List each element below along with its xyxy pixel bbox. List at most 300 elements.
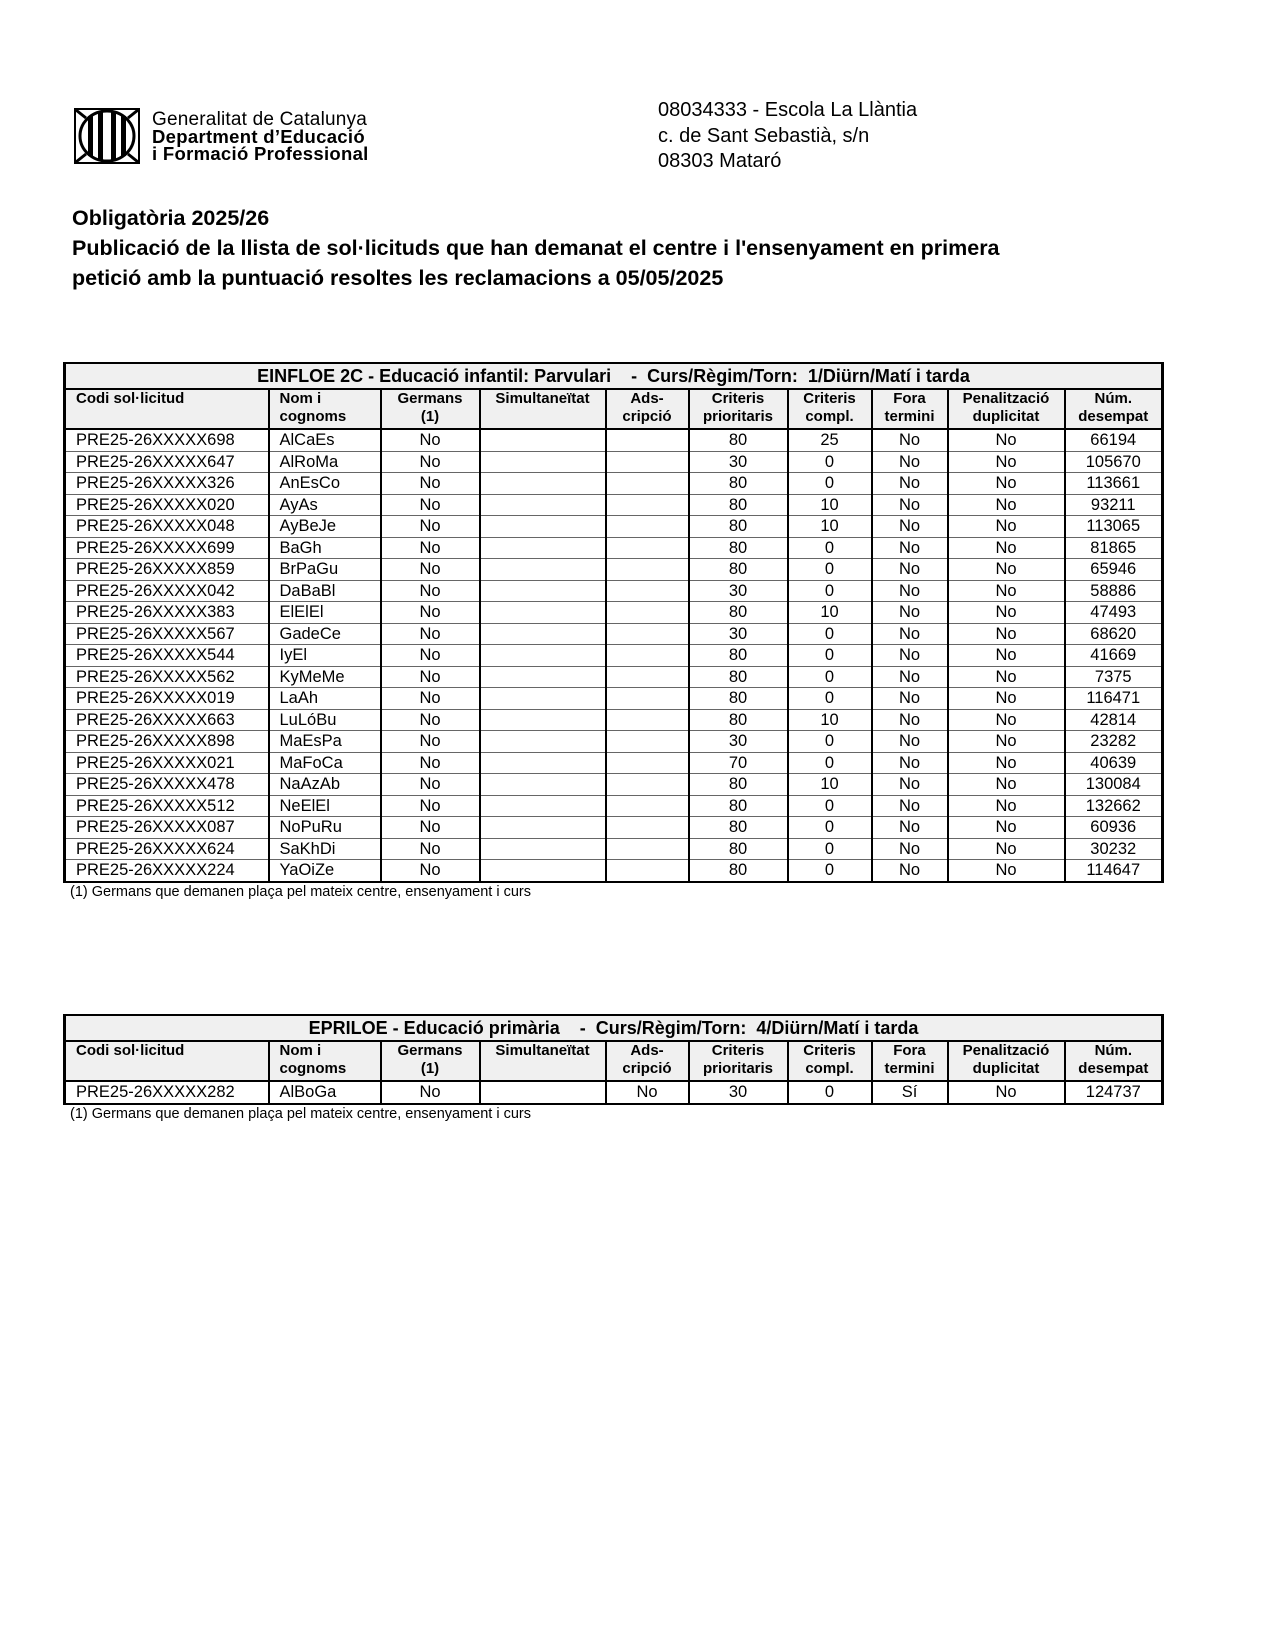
cell-adscripcio <box>606 602 689 624</box>
header-row <box>65 389 1163 429</box>
column-header-line2: prioritaris <box>702 408 774 425</box>
cell-criteris-prioritaris: 80 <box>689 494 788 516</box>
column-header-line2: desempat <box>1078 1060 1149 1077</box>
cell-simultaneitat <box>480 1081 606 1104</box>
cell-codi-solicitud: PRE25-26XXXXX624 <box>65 838 269 860</box>
cell-adscripcio <box>606 688 689 710</box>
column-header-line1: Germans <box>397 1042 463 1059</box>
cell-adscripcio <box>606 623 689 645</box>
table-row <box>65 774 1163 796</box>
cell-adscripcio <box>606 774 689 796</box>
cell-adscripcio <box>606 559 689 581</box>
cell-nom-cognoms: AnEsCo <box>269 473 381 495</box>
cell-penalitzacio-duplicitat: No <box>948 688 1065 710</box>
cell-adscripcio <box>606 451 689 473</box>
column-header-line1: Ads- <box>630 390 664 407</box>
cell-adscripcio <box>606 537 689 559</box>
cell-criteris-prioritaris: 80 <box>689 817 788 839</box>
column-header-criteris-compl <box>788 389 872 429</box>
cell-codi-solicitud: PRE25-26XXXXX021 <box>65 752 269 774</box>
cell-criteris-prioritaris: 80 <box>689 429 788 451</box>
table-row <box>65 451 1163 473</box>
cell-criteris-prioritaris: 30 <box>689 451 788 473</box>
cell-num-desempat: 65946 <box>1065 559 1163 581</box>
cell-codi-solicitud: PRE25-26XXXXX699 <box>65 537 269 559</box>
cell-fora-termini: No <box>872 516 948 538</box>
column-header-fora-termini <box>872 389 948 429</box>
cell-adscripcio <box>606 666 689 688</box>
cell-fora-termini: No <box>872 559 948 581</box>
column-header-simultaneitat <box>480 389 606 429</box>
column-header-line1: Germans <box>397 390 463 407</box>
document-title <box>72 203 1000 293</box>
cell-germans: No <box>381 429 480 451</box>
cell-fora-termini: No <box>872 645 948 667</box>
school-address <box>658 98 917 175</box>
footnote: (1) Germans que demanen plaça pel mateix centre, ensenyament i curs <box>70 1105 532 1122</box>
cell-penalitzacio-duplicitat: No <box>948 516 1065 538</box>
cell-criteris-compl: 0 <box>788 451 872 473</box>
cell-germans: No <box>381 731 480 753</box>
cell-num-desempat: 93211 <box>1065 494 1163 516</box>
column-header-line2: duplicitat <box>972 1060 1040 1077</box>
column-header-line1: Criteris <box>711 1042 765 1059</box>
cell-criteris-prioritaris: 80 <box>689 709 788 731</box>
cell-simultaneitat <box>480 516 606 538</box>
cell-germans: No <box>381 623 480 645</box>
cell-penalitzacio-duplicitat: No <box>948 602 1065 624</box>
column-header-line1: Criteris <box>711 390 765 407</box>
cell-germans: No <box>381 817 480 839</box>
cell-fora-termini: No <box>872 623 948 645</box>
cell-germans: No <box>381 494 480 516</box>
cell-criteris-compl: 0 <box>788 537 872 559</box>
cell-criteris-compl: 0 <box>788 817 872 839</box>
column-header-line2: desempat <box>1078 408 1149 425</box>
generalitat-emblem-icon <box>74 108 140 164</box>
column-header-line1: Fora <box>893 390 926 407</box>
school-street: c. de Sant Sebastià, s/n <box>658 124 870 147</box>
column-header-penalitzacio-duplicitat <box>948 389 1065 429</box>
cell-codi-solicitud: PRE25-26XXXXX898 <box>65 731 269 753</box>
column-header-simultaneitat <box>480 1041 606 1081</box>
cell-penalitzacio-duplicitat: No <box>948 429 1065 451</box>
cell-germans: No <box>381 666 480 688</box>
cell-criteris-compl: 0 <box>788 580 872 602</box>
column-header-line2: termini <box>884 408 935 425</box>
cell-codi-solicitud: PRE25-26XXXXX478 <box>65 774 269 796</box>
column-header-line1: Ads- <box>630 1042 664 1059</box>
cell-criteris-compl: 0 <box>788 860 872 882</box>
table-row <box>65 795 1163 817</box>
cell-codi-solicitud: PRE25-26XXXXX859 <box>65 559 269 581</box>
logo-generalitat: Generalitat de Catalunya <box>152 108 367 130</box>
cell-codi-solicitud: PRE25-26XXXXX544 <box>65 645 269 667</box>
cell-penalitzacio-duplicitat: No <box>948 559 1065 581</box>
cell-penalitzacio-duplicitat: No <box>948 860 1065 882</box>
cell-codi-solicitud: PRE25-26XXXXX048 <box>65 516 269 538</box>
table-row <box>65 666 1163 688</box>
cell-nom-cognoms: MaFoCa <box>269 752 381 774</box>
cell-adscripcio <box>606 429 689 451</box>
table-row <box>65 688 1163 710</box>
cell-num-desempat: 68620 <box>1065 623 1163 645</box>
cell-germans: No <box>381 645 480 667</box>
cell-codi-solicitud: PRE25-26XXXXX020 <box>65 494 269 516</box>
cell-simultaneitat <box>480 731 606 753</box>
cell-criteris-prioritaris: 80 <box>689 666 788 688</box>
cell-codi-solicitud: PRE25-26XXXXX019 <box>65 688 269 710</box>
cell-nom-cognoms: SaKhDi <box>269 838 381 860</box>
cell-codi-solicitud: PRE25-26XXXXX326 <box>65 473 269 495</box>
cell-fora-termini: No <box>872 731 948 753</box>
cell-num-desempat: 114647 <box>1065 860 1163 882</box>
cell-nom-cognoms: NaAzAb <box>269 774 381 796</box>
admissions-table <box>63 362 1164 883</box>
cell-simultaneitat <box>480 602 606 624</box>
cell-adscripcio <box>606 731 689 753</box>
cell-simultaneitat <box>480 860 606 882</box>
cell-adscripcio <box>606 817 689 839</box>
cell-penalitzacio-duplicitat: No <box>948 731 1065 753</box>
column-header-germans <box>381 389 480 429</box>
cell-criteris-compl: 0 <box>788 645 872 667</box>
cell-nom-cognoms: ElElEl <box>269 602 381 624</box>
column-header-criteris-prioritaris <box>689 389 788 429</box>
column-header-line2: cognoms <box>279 1060 347 1077</box>
cell-codi-solicitud: PRE25-26XXXXX042 <box>65 580 269 602</box>
cell-codi-solicitud: PRE25-26XXXXX224 <box>65 860 269 882</box>
footnote: (1) Germans que demanen plaça pel mateix centre, ensenyament i curs <box>70 883 532 900</box>
column-header-line2: prioritaris <box>702 1060 774 1077</box>
column-header-adscripcio <box>606 389 689 429</box>
cell-simultaneitat <box>480 451 606 473</box>
cell-simultaneitat <box>480 688 606 710</box>
cell-nom-cognoms: LaAh <box>269 688 381 710</box>
cell-simultaneitat <box>480 645 606 667</box>
cell-adscripcio <box>606 645 689 667</box>
table-row <box>65 731 1163 753</box>
table-row <box>65 602 1163 624</box>
logo-department-sub: i Formació Professional <box>152 142 369 164</box>
cell-num-desempat: 66194 <box>1065 429 1163 451</box>
cell-simultaneitat <box>480 774 606 796</box>
column-header-line1: Simultaneïtat <box>495 390 590 407</box>
cell-adscripcio <box>606 516 689 538</box>
cell-nom-cognoms: AlRoMa <box>269 451 381 473</box>
cell-adscripcio <box>606 473 689 495</box>
column-header-line2: termini <box>884 1060 935 1077</box>
cell-fora-termini: No <box>872 752 948 774</box>
cell-criteris-compl: 0 <box>788 1081 872 1104</box>
table-row <box>65 494 1163 516</box>
cell-simultaneitat <box>480 623 606 645</box>
cell-criteris-compl: 0 <box>788 731 872 753</box>
cell-fora-termini: No <box>872 860 948 882</box>
cell-fora-termini: No <box>872 473 948 495</box>
cell-adscripcio <box>606 795 689 817</box>
cell-fora-termini: No <box>872 451 948 473</box>
cell-num-desempat: 60936 <box>1065 817 1163 839</box>
cell-fora-termini: No <box>872 429 948 451</box>
cell-germans: No <box>381 451 480 473</box>
cell-nom-cognoms: YaOiZe <box>269 860 381 882</box>
column-header-line1: Fora <box>893 1042 926 1059</box>
cell-criteris-compl: 0 <box>788 559 872 581</box>
column-header-line2: (1) <box>420 1060 440 1077</box>
cell-criteris-prioritaris: 80 <box>689 559 788 581</box>
cell-nom-cognoms: LuLóBu <box>269 709 381 731</box>
cell-nom-cognoms: AyBeJe <box>269 516 381 538</box>
cell-adscripcio <box>606 838 689 860</box>
cell-num-desempat: 41669 <box>1065 645 1163 667</box>
table-row <box>65 559 1163 581</box>
cell-germans: No <box>381 516 480 538</box>
cell-germans: No <box>381 1081 480 1104</box>
cell-nom-cognoms: GadeCe <box>269 623 381 645</box>
cell-num-desempat: 116471 <box>1065 688 1163 710</box>
column-header-line1: Penalització <box>962 1042 1050 1059</box>
cell-num-desempat: 105670 <box>1065 451 1163 473</box>
cell-adscripcio <box>606 494 689 516</box>
cell-num-desempat: 47493 <box>1065 602 1163 624</box>
cell-germans: No <box>381 602 480 624</box>
cell-fora-termini: No <box>872 688 948 710</box>
cell-germans: No <box>381 838 480 860</box>
cell-simultaneitat <box>480 559 606 581</box>
column-header-line2: compl. <box>805 408 854 425</box>
column-header-num-desempat <box>1065 1041 1163 1081</box>
table-row <box>65 1081 1163 1104</box>
table-row <box>65 860 1163 882</box>
column-header-line1: Nom i <box>279 1042 322 1059</box>
cell-fora-termini: Sí <box>872 1081 948 1104</box>
cell-criteris-compl: 25 <box>788 429 872 451</box>
table-row <box>65 537 1163 559</box>
table-row <box>65 473 1163 495</box>
column-header-line2: compl. <box>805 1060 854 1077</box>
table-row <box>65 429 1163 451</box>
cell-criteris-prioritaris: 80 <box>689 795 788 817</box>
cell-criteris-compl: 10 <box>788 709 872 731</box>
column-header-line1: Simultaneïtat <box>495 1042 590 1059</box>
column-header-germans <box>381 1041 480 1081</box>
cell-nom-cognoms: BrPaGu <box>269 559 381 581</box>
cell-simultaneitat <box>480 537 606 559</box>
column-header-codi-solicitud <box>65 389 269 429</box>
cell-nom-cognoms: AlBoGa <box>269 1081 381 1104</box>
cell-penalitzacio-duplicitat: No <box>948 623 1065 645</box>
column-header-criteris-compl <box>788 1041 872 1081</box>
column-header-nom-cognoms <box>269 389 381 429</box>
cell-nom-cognoms: DaBaBl <box>269 580 381 602</box>
column-header-line1: Codi sol·licitud <box>76 390 185 407</box>
cell-nom-cognoms: KyMeMe <box>269 666 381 688</box>
cell-simultaneitat <box>480 494 606 516</box>
logo <box>74 108 369 164</box>
title-year: Obligatòria 2025/26 <box>72 206 270 230</box>
cell-codi-solicitud: PRE25-26XXXXX383 <box>65 602 269 624</box>
cell-criteris-prioritaris: 70 <box>689 752 788 774</box>
cell-germans: No <box>381 752 480 774</box>
cell-criteris-compl: 0 <box>788 688 872 710</box>
school-city: 08303 Mataró <box>658 150 782 172</box>
column-header-line2: duplicitat <box>972 408 1040 425</box>
cell-criteris-compl: 0 <box>788 473 872 495</box>
cell-num-desempat: 7375 <box>1065 666 1163 688</box>
column-header-line2: (1) <box>420 408 440 425</box>
cell-criteris-compl: 10 <box>788 602 872 624</box>
cell-penalitzacio-duplicitat: No <box>948 473 1065 495</box>
cell-nom-cognoms: MaEsPa <box>269 731 381 753</box>
table-row <box>65 516 1163 538</box>
cell-criteris-compl: 0 <box>788 838 872 860</box>
table-row <box>65 709 1163 731</box>
column-header-line1: Nom i <box>279 390 322 407</box>
cell-nom-cognoms: NeElEl <box>269 795 381 817</box>
table-row <box>65 752 1163 774</box>
table-row <box>65 645 1163 667</box>
table-row <box>65 817 1163 839</box>
cell-germans: No <box>381 473 480 495</box>
cell-germans: No <box>381 709 480 731</box>
column-header-codi-solicitud <box>65 1041 269 1081</box>
cell-fora-termini: No <box>872 494 948 516</box>
cell-penalitzacio-duplicitat: No <box>948 1081 1065 1104</box>
cell-criteris-prioritaris: 80 <box>689 473 788 495</box>
cell-codi-solicitud: PRE25-26XXXXX663 <box>65 709 269 731</box>
cell-penalitzacio-duplicitat: No <box>948 817 1065 839</box>
cell-germans: No <box>381 860 480 882</box>
cell-criteris-prioritaris: 80 <box>689 516 788 538</box>
column-header-nom-cognoms <box>269 1041 381 1081</box>
cell-criteris-compl: 10 <box>788 774 872 796</box>
title-description-cont: petició amb la puntuació resoltes les reclamacions a 05/05/2025 <box>72 266 724 290</box>
cell-penalitzacio-duplicitat: No <box>948 645 1065 667</box>
table-einfloe <box>63 362 1161 900</box>
cell-penalitzacio-duplicitat: No <box>948 580 1065 602</box>
column-header-line1: Penalització <box>962 390 1050 407</box>
cell-adscripcio <box>606 752 689 774</box>
cell-num-desempat: 81865 <box>1065 537 1163 559</box>
cell-germans: No <box>381 559 480 581</box>
column-header-adscripcio <box>606 1041 689 1081</box>
cell-criteris-compl: 0 <box>788 752 872 774</box>
cell-fora-termini: No <box>872 709 948 731</box>
cell-num-desempat: 130084 <box>1065 774 1163 796</box>
cell-codi-solicitud: PRE25-26XXXXX512 <box>65 795 269 817</box>
cell-penalitzacio-duplicitat: No <box>948 774 1065 796</box>
admissions-table <box>63 1014 1164 1105</box>
cell-nom-cognoms: AlCaEs <box>269 429 381 451</box>
cell-num-desempat: 30232 <box>1065 838 1163 860</box>
cell-simultaneitat <box>480 838 606 860</box>
cell-adscripcio <box>606 580 689 602</box>
cell-adscripcio <box>606 709 689 731</box>
cell-num-desempat: 42814 <box>1065 709 1163 731</box>
cell-codi-solicitud: PRE25-26XXXXX567 <box>65 623 269 645</box>
cell-codi-solicitud: PRE25-26XXXXX282 <box>65 1081 269 1104</box>
cell-simultaneitat <box>480 752 606 774</box>
column-header-penalitzacio-duplicitat <box>948 1041 1065 1081</box>
cell-num-desempat: 58886 <box>1065 580 1163 602</box>
column-header-line1: Criteris <box>803 390 856 407</box>
cell-penalitzacio-duplicitat: No <box>948 752 1065 774</box>
cell-fora-termini: No <box>872 838 948 860</box>
cell-penalitzacio-duplicitat: No <box>948 451 1065 473</box>
cell-penalitzacio-duplicitat: No <box>948 494 1065 516</box>
cell-penalitzacio-duplicitat: No <box>948 537 1065 559</box>
column-header-line2: cripció <box>622 408 672 425</box>
cell-penalitzacio-duplicitat: No <box>948 666 1065 688</box>
table-epriloe <box>63 1014 1161 1122</box>
cell-fora-termini: No <box>872 602 948 624</box>
school-name: 08034333 - Escola La Llàntia <box>658 99 918 121</box>
cell-criteris-prioritaris: 80 <box>689 860 788 882</box>
cell-penalitzacio-duplicitat: No <box>948 709 1065 731</box>
title-description: Publicació de la llista de sol·licituds que han demanat el centre i l'ensenyament en primera <box>72 236 1000 260</box>
column-header-num-desempat <box>1065 389 1163 429</box>
cell-codi-solicitud: PRE25-26XXXXX647 <box>65 451 269 473</box>
cell-fora-termini: No <box>872 666 948 688</box>
cell-criteris-compl: 10 <box>788 516 872 538</box>
cell-nom-cognoms: AyAs <box>269 494 381 516</box>
cell-fora-termini: No <box>872 774 948 796</box>
cell-criteris-prioritaris: 30 <box>689 623 788 645</box>
cell-simultaneitat <box>480 709 606 731</box>
cell-criteris-prioritaris: 30 <box>689 731 788 753</box>
table-title: EINFLOE 2C - Educació infantil: Parvulari - Curs/Règim/Torn: 1/Diürn/Matí i tarda <box>65 363 1163 389</box>
cell-germans: No <box>381 774 480 796</box>
cell-criteris-compl: 10 <box>788 494 872 516</box>
column-header-line2: cripció <box>622 1060 672 1077</box>
column-header-line1: Núm. <box>1094 390 1132 407</box>
cell-criteris-prioritaris: 80 <box>689 602 788 624</box>
table-row <box>65 623 1163 645</box>
column-header-line2: cognoms <box>279 408 347 425</box>
cell-simultaneitat <box>480 473 606 495</box>
cell-fora-termini: No <box>872 580 948 602</box>
cell-germans: No <box>381 795 480 817</box>
cell-simultaneitat <box>480 580 606 602</box>
cell-penalitzacio-duplicitat: No <box>948 838 1065 860</box>
cell-codi-solicitud: PRE25-26XXXXX087 <box>65 817 269 839</box>
table-row <box>65 580 1163 602</box>
cell-simultaneitat <box>480 666 606 688</box>
column-header-criteris-prioritaris <box>689 1041 788 1081</box>
cell-nom-cognoms: NoPuRu <box>269 817 381 839</box>
cell-criteris-prioritaris: 30 <box>689 580 788 602</box>
cell-num-desempat: 40639 <box>1065 752 1163 774</box>
cell-num-desempat: 23282 <box>1065 731 1163 753</box>
cell-criteris-prioritaris: 80 <box>689 688 788 710</box>
cell-nom-cognoms: IyEl <box>269 645 381 667</box>
cell-criteris-compl: 0 <box>788 623 872 645</box>
cell-num-desempat: 113065 <box>1065 516 1163 538</box>
cell-simultaneitat <box>480 817 606 839</box>
header-row <box>65 1041 1163 1081</box>
cell-germans: No <box>381 537 480 559</box>
logo-department: Department d’Educació <box>152 125 365 147</box>
column-header-fora-termini <box>872 1041 948 1081</box>
cell-penalitzacio-duplicitat: No <box>948 795 1065 817</box>
cell-germans: No <box>381 580 480 602</box>
column-header-line1: Codi sol·licitud <box>76 1042 185 1059</box>
cell-simultaneitat <box>480 795 606 817</box>
cell-fora-termini: No <box>872 795 948 817</box>
table-title: EPRILOE - Educació primària - Curs/Règim/Torn: 4/Diürn/Matí i tarda <box>65 1015 1163 1041</box>
cell-adscripcio <box>606 860 689 882</box>
